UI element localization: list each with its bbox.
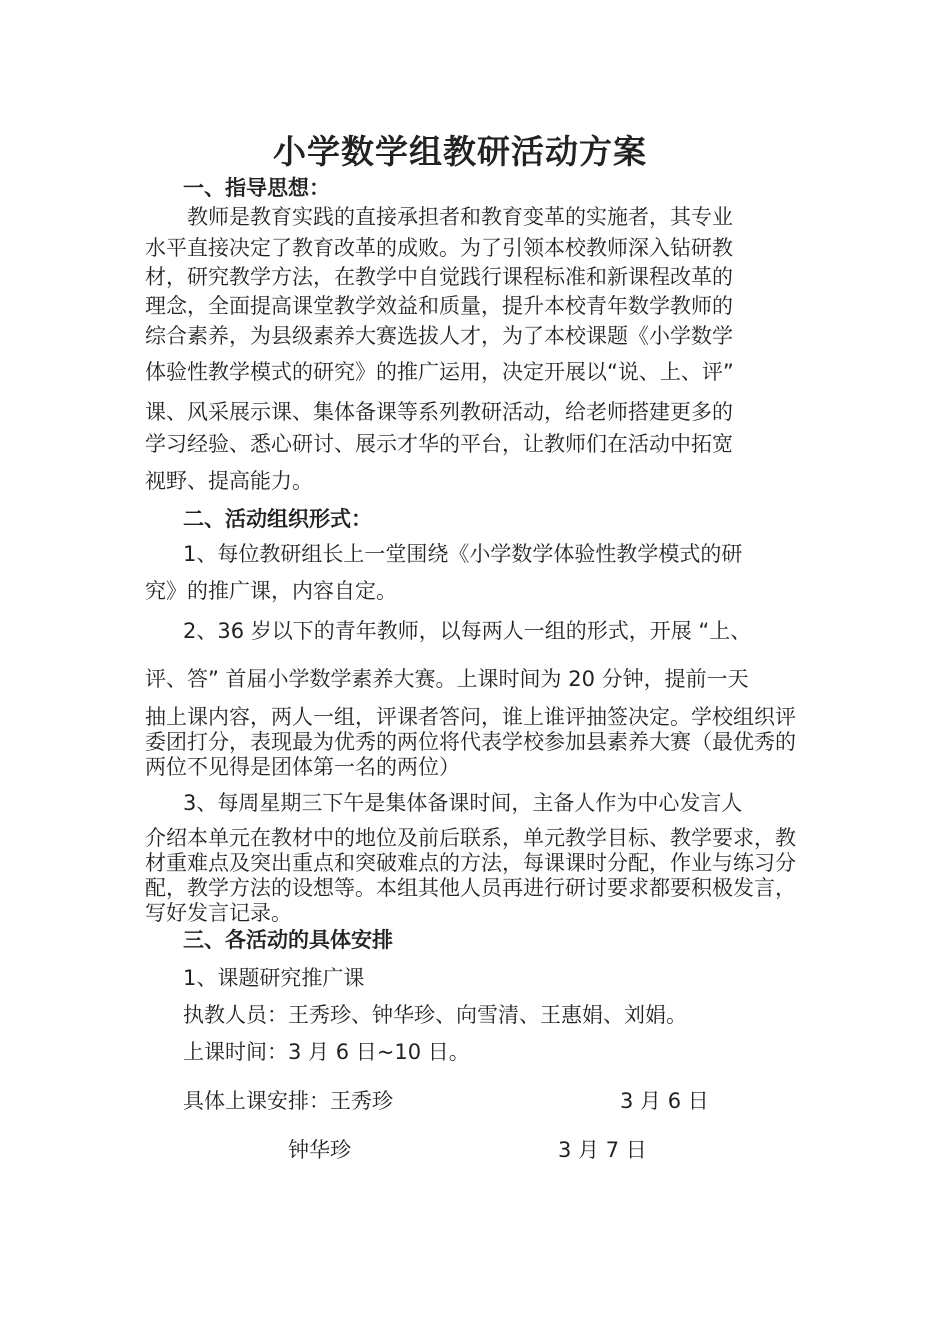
list-item-line: 评、答” 首届小学数学素养大赛。上课时间为 20 分钟，提前一天 (145, 667, 749, 691)
paragraph-line: 学习经验、悉心研讨、展示才华的平台，让教师们在活动中拓宽 (145, 432, 733, 456)
section-heading-2: 二、活动组织形式： (183, 507, 372, 531)
paragraph-line: 水平直接决定了教育改革的成败。为了引领本校教师深入钻研教 (145, 236, 733, 260)
list-item-paragraph: 介绍本单元在教材中的地位及前后联系，单元教学目标、教学要求，教材重难点及突出重点和突破难点的方法，每课课时分配，作业与练习分配，教学方法的设想等。本组其他人员再进行研讨要求都要积极发言，写好发言记录。 (145, 826, 796, 925)
list-item-line: 究》的推广课，内容自定。 (145, 579, 397, 603)
list-item-line: 2、36 岁以下的青年教师，以每两人一组的形式，开展 “上、 (183, 619, 752, 643)
section-heading-1: 一、指导思想： (183, 176, 330, 200)
document-title: 小学数学组教研活动方案 (273, 132, 647, 171)
time-line: 上课时间：3 月 6 日~10 日。 (183, 1040, 470, 1064)
list-item-line: 3、每周星期三下午是集体备课时间，主备人作为中心发言人 (183, 791, 743, 815)
paragraph-line: 综合素养，为县级素养大赛选拔人才，为了本校课题《小学数学 (145, 324, 733, 348)
section-heading-3: 三、各活动的具体安排 (183, 928, 393, 952)
list-item-line: 1、课题研究推广课 (183, 966, 365, 990)
paragraph-line: 理念，全面提高课堂教学效益和质量，提升本校青年数学教师的 (145, 294, 733, 318)
paragraph-line: 视野、提高能力。 (145, 469, 313, 493)
schedule-name: 钟华珍 (288, 1138, 351, 1162)
paragraph-line: 材，研究教学方法，在教学中自觉践行课程标准和新课程改革的 (145, 265, 733, 289)
paragraph-line: 体验性教学模式的研究》的推广运用，决定开展以“说、上、评” (145, 360, 734, 384)
schedule-label: 具体上课安排：王秀珍 (183, 1089, 393, 1113)
paragraph-line: 教师是教育实践的直接承担者和教育变革的实施者，其专业 (187, 205, 733, 229)
schedule-date: 3 月 7 日 (558, 1138, 647, 1162)
schedule-date: 3 月 6 日 (620, 1089, 709, 1113)
list-item-line: 1、每位教研组长上一堂围绕《小学数学体验性教学模式的研 (183, 542, 743, 566)
paragraph-line: 课、风采展示课、集体备课等系列教研活动，给老师搭建更多的 (145, 400, 733, 424)
list-item-paragraph: 抽上课内容，两人一组，评课者答问，谁上谁评抽签决定。学校组织评委团打分，表现最为优秀的两位将代表学校参加县素养大赛（最优秀的两位不见得是团体第一名的两位） (145, 705, 796, 779)
teachers-line: 执教人员：王秀珍、钟华珍、向雪清、王惠娟、刘娟。 (183, 1003, 687, 1027)
